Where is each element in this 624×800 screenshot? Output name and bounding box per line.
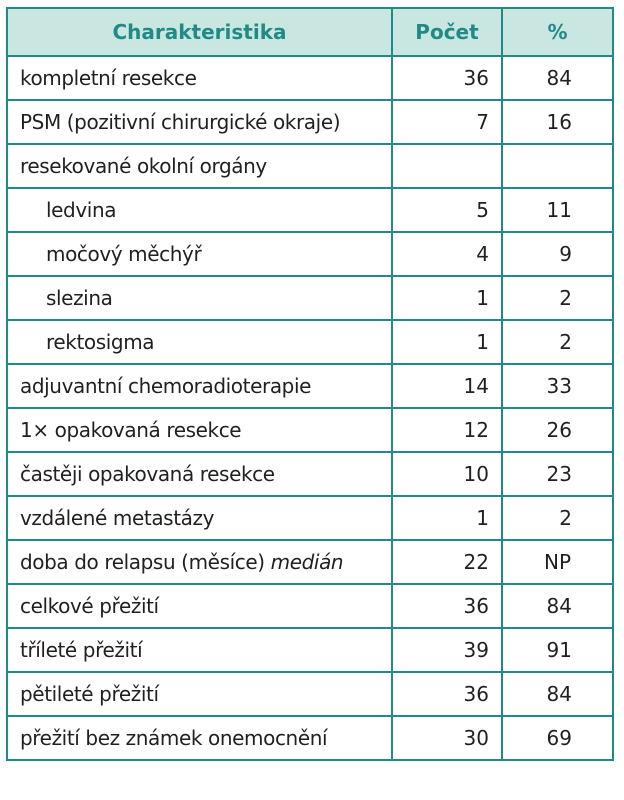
- table-row: [7, 540, 613, 584]
- row-percent: [502, 144, 613, 188]
- row-count: 14: [392, 364, 502, 408]
- table-row: [7, 672, 613, 716]
- header-percent: %: [502, 8, 613, 56]
- row-count: 30: [392, 716, 502, 760]
- row-count: 4: [392, 232, 502, 276]
- row-label: pětileté přežití: [7, 672, 392, 716]
- row-count: 7: [392, 100, 502, 144]
- row-percent: 2: [502, 320, 613, 364]
- row-percent: 11: [502, 188, 613, 232]
- table-row: [7, 408, 613, 452]
- row-percent: 26: [502, 408, 613, 452]
- header-characteristic: Charakteristika: [7, 8, 392, 56]
- table-row: [7, 496, 613, 540]
- row-label-text: doba do relapsu (měsíce): [20, 550, 265, 574]
- row-percent: 69: [502, 716, 613, 760]
- row-count: 1: [392, 320, 502, 364]
- results-table: [6, 7, 614, 761]
- row-count: 1: [392, 496, 502, 540]
- row-percent: 33: [502, 364, 613, 408]
- row-percent: 2: [502, 276, 613, 320]
- table-row: [7, 716, 613, 760]
- table-row: [7, 452, 613, 496]
- row-label: přežití bez známek onemocnění: [7, 716, 392, 760]
- row-count: 10: [392, 452, 502, 496]
- table-row: [7, 232, 613, 276]
- row-percent: 2: [502, 496, 613, 540]
- row-count: 36: [392, 56, 502, 100]
- row-count: 39: [392, 628, 502, 672]
- row-label: častěji opakovaná resekce: [7, 452, 392, 496]
- table-row: [7, 584, 613, 628]
- row-count: 22: [392, 540, 502, 584]
- table-row: [7, 628, 613, 672]
- table-row: [7, 100, 613, 144]
- row-label: adjuvantní chemoradioterapie: [7, 364, 392, 408]
- row-label: kompletní resekce: [7, 56, 392, 100]
- row-count: 1: [392, 276, 502, 320]
- row-percent: 84: [502, 56, 613, 100]
- row-percent: NP: [502, 540, 613, 584]
- row-count: 12: [392, 408, 502, 452]
- results-table-container: [6, 7, 612, 788]
- row-percent: 16: [502, 100, 613, 144]
- table-row: [7, 364, 613, 408]
- table-row: [7, 56, 613, 100]
- row-label: slezina: [7, 276, 392, 320]
- row-percent: 23: [502, 452, 613, 496]
- row-percent: 9: [502, 232, 613, 276]
- row-count: 5: [392, 188, 502, 232]
- row-count: [392, 144, 502, 188]
- table-row: [7, 320, 613, 364]
- row-label: rektosigma: [7, 320, 392, 364]
- row-count: 36: [392, 672, 502, 716]
- row-label: 1× opakovaná resekce: [7, 408, 392, 452]
- row-label-emphasis: medián: [270, 550, 344, 574]
- table-row: [7, 188, 613, 232]
- row-label: tříleté přežití: [7, 628, 392, 672]
- row-label: [7, 540, 392, 584]
- row-label: vzdálené metastázy: [7, 496, 392, 540]
- row-percent: 84: [502, 584, 613, 628]
- table-row: [7, 276, 613, 320]
- row-label: resekované okolní orgány: [7, 144, 392, 188]
- row-percent: 84: [502, 672, 613, 716]
- row-percent: 91: [502, 628, 613, 672]
- table-row: [7, 144, 613, 188]
- row-label: močový měchýř: [7, 232, 392, 276]
- header-count: Počet: [392, 8, 502, 56]
- row-label: PSM (pozitivní chirurgické okraje): [7, 100, 392, 144]
- row-label: celkové přežití: [7, 584, 392, 628]
- row-label: ledvina: [7, 188, 392, 232]
- row-count: 36: [392, 584, 502, 628]
- table-header-row: [7, 8, 613, 56]
